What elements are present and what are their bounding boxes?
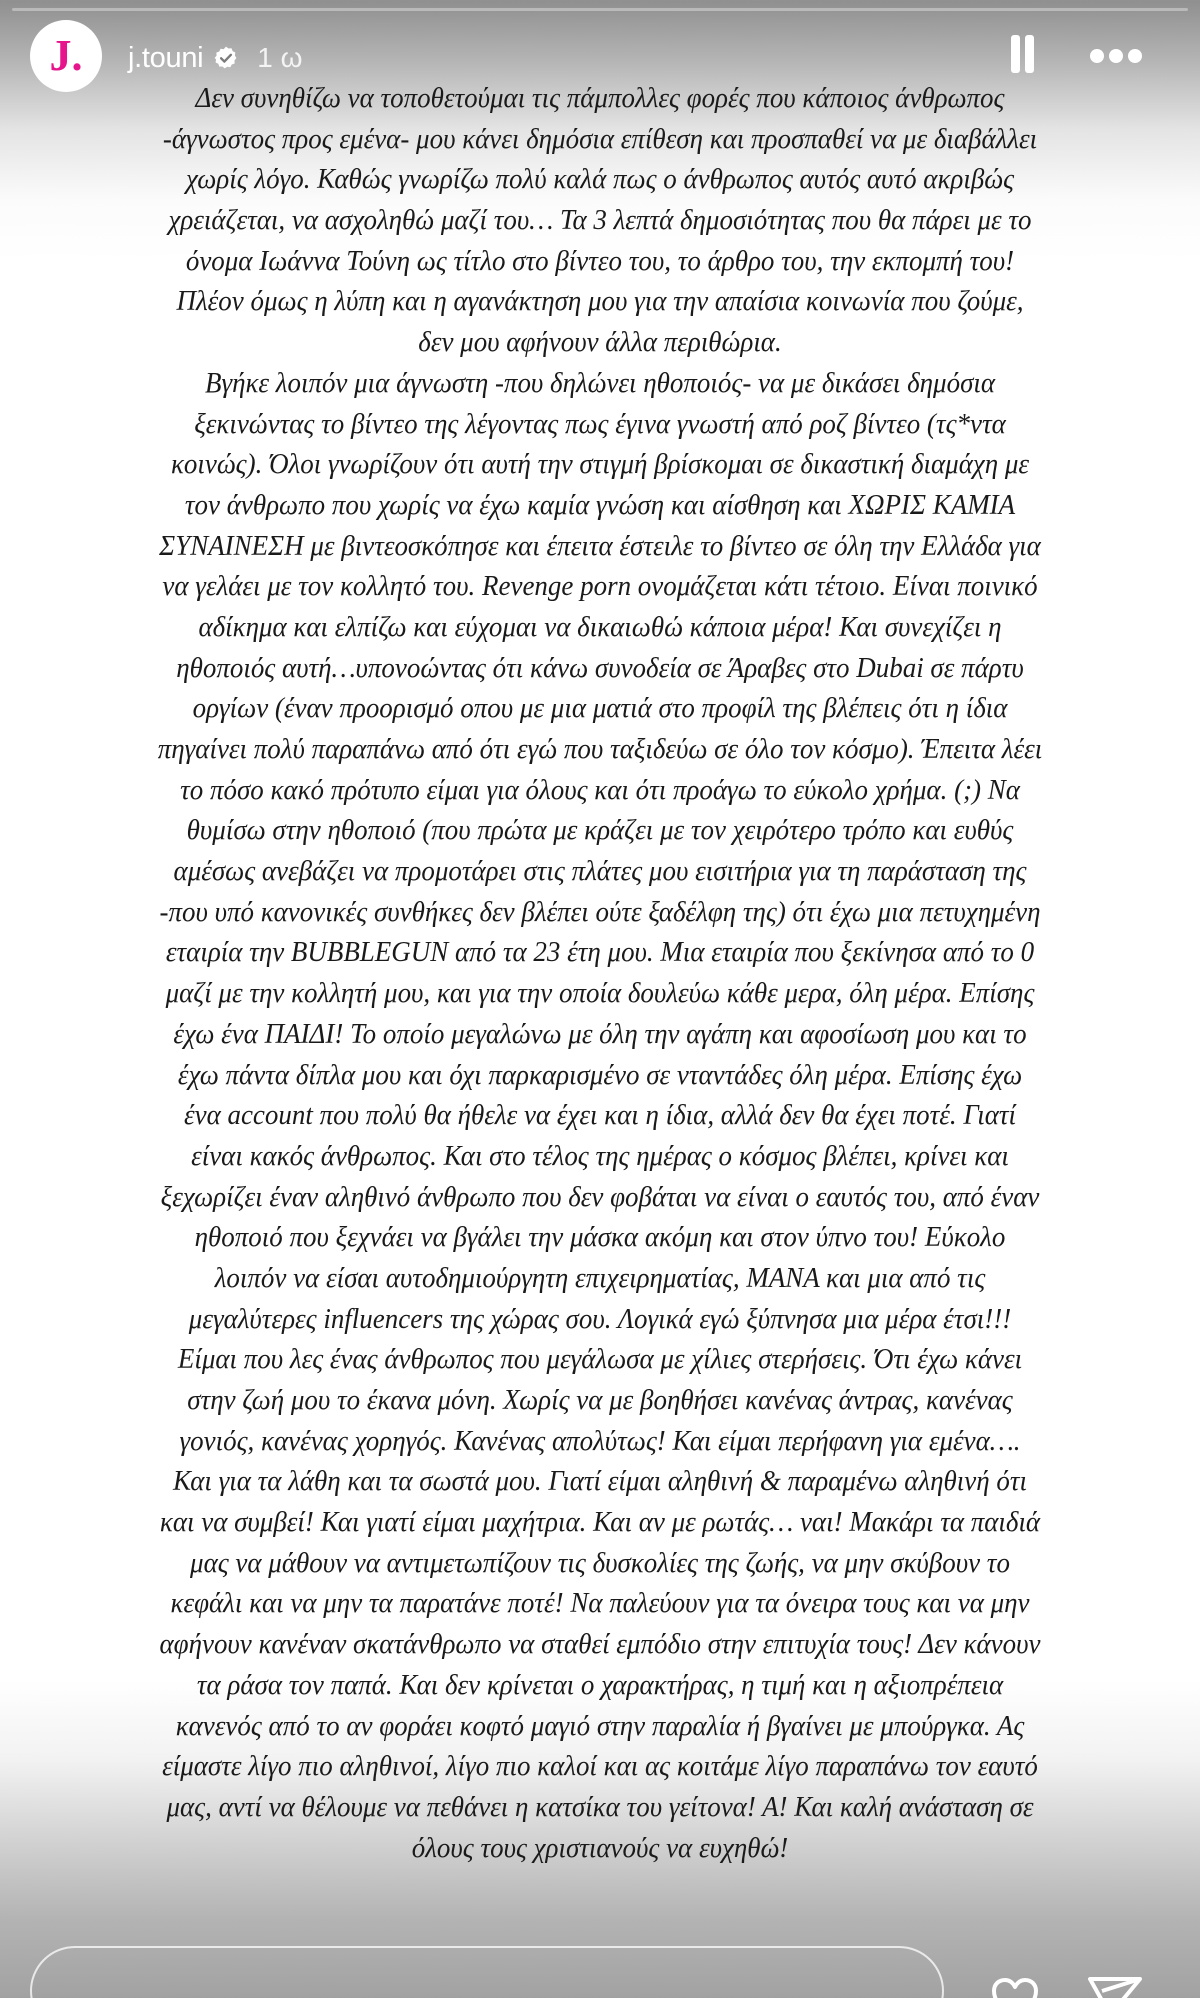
story-text-line <box>42 1706 1158 1747</box>
story-text-line-content: οργίων (έναν προορισμό οπου με μια ματιά στο προφίλ της βλέπεις ότι η ίδια <box>192 692 1008 725</box>
story-text-line-content: κεφάλι και να μην τα παρατάνε ποτέ! Να παλεύουν για τα όνειρα τους και να μην <box>170 1587 1030 1620</box>
post-time: 1 ω <box>257 42 303 73</box>
story-text-line-content: και να συμβεί! Και γιατί είμαι μαχήτρια. Και αν με ρωτάς… ναι! Μακάρι τα παιδιά <box>159 1506 1041 1539</box>
story-text-line <box>42 1746 1158 1787</box>
story-text-line <box>42 1421 1158 1462</box>
story-text-line-content: χρειάζεται, να ασχοληθώ μαζί του… Τα 3 λεπτά δημοσιότητας που θα πάρει με το <box>168 204 1032 237</box>
more-options-icon <box>1090 49 1104 63</box>
story-text-line-content: κοινώς). Όλοι γνωρίζουν ότι αυτή την στιγμή βρίσκομαι σε δικαστική διαμάχη με <box>170 448 1030 481</box>
story-text-line <box>42 1461 1158 1502</box>
story-text-line-content: στην ζωή μου το έκανα μόνη. Χωρίς να με βοηθήσει κανένας άντρας, κανένας <box>187 1384 1013 1416</box>
more-options-icon-dot <box>1128 49 1142 63</box>
story-text-line-content: μας, αντί να θέλουμε να πεθάνει η κατσίκα του γείτονα! Α! Και καλή ανάσταση σε <box>166 1790 1034 1823</box>
story-text-line-content: μεγαλύτερες influencers της χώρας σου. Λογικά εγώ ξύπνησα μια μέρα έτσι!!! <box>188 1302 1012 1335</box>
story-text-line <box>42 973 1158 1014</box>
story-text-line <box>42 932 1158 973</box>
story-text-line <box>42 1217 1158 1258</box>
story-text-line <box>42 1380 1158 1421</box>
story-text-line <box>42 1095 1158 1136</box>
story-text-line <box>42 770 1158 811</box>
story-text <box>0 78 1200 1868</box>
story-text-line-content: μαζί με την κολλητή μου, και για την οποία δουλεύω κάθε μερα, όλη μέρα. Επίσης <box>165 977 1035 1010</box>
story-text-line-content: Δεν συνηθίζω να τοποθετούμαι τις πάμπολλες φορές που κάποιος άνθρωπος <box>195 82 1005 114</box>
story-text-line-content: ξεκινώντας το βίντεο της λέγοντας πως έγινα γνωστή από ροζ βίντεο (τς*ντα <box>194 407 1006 440</box>
story-text-line-content: να γελάει με τον κολλητό του. Revenge porn ονομάζεται κάτι τέτοιο. Είναι ποινικό <box>162 570 1038 603</box>
story-text-line <box>42 363 1158 404</box>
story-text-line <box>42 1258 1158 1299</box>
story-text-line <box>42 1339 1158 1380</box>
story-text-line <box>42 200 1158 241</box>
story-text-line-content: Είμαι που λες ένας άνθρωπος που μεγάλωσα με χίλιες στερήσεις. Ότι έχω κάνει <box>177 1343 1023 1376</box>
verified-badge-icon <box>213 45 239 71</box>
story-text-line-content: έχω πάντα δίπλα μου και όχι παρκαρισμένο σε νταντάδες όλη μέρα. Επίσης έχω <box>177 1058 1023 1091</box>
story-text-line <box>42 404 1158 445</box>
story-text-line <box>42 851 1158 892</box>
story-text-line-content: ξεχωρίζει έναν αληθινό άνθρωπο που δεν φοβάται να είναι ο εαυτός του, από έναν <box>160 1180 1040 1213</box>
story-text-line <box>42 1828 1158 1869</box>
story-text-line-content: χωρίς λόγο. Καθώς γνωρίζω πολύ καλά πως ο άνθρωπος αυτός αυτό ακριβώς <box>185 163 1015 196</box>
username[interactable]: j.touni <box>128 41 204 74</box>
story-text-line <box>42 1583 1158 1624</box>
story-text-line-content: είναι κακός άνθρωπος. Και στο τέλος της ημέρας ο κόσμος βλέπει, κρίνει και <box>191 1139 1009 1172</box>
story-text-line <box>42 281 1158 322</box>
story-text-line-content: εταιρία την BUBBLEGUN από τα 23 έτη μου. Μια εταιρία που ξεκίνησα από το 0 <box>165 936 1035 969</box>
story-text-line-content: αμέσως ανεβάζει να προμοτάρει στις πλάτες μου εισιτήρια για τη παράσταση της <box>173 855 1027 888</box>
story-text-line <box>42 1502 1158 1543</box>
story-text-line <box>42 1136 1158 1177</box>
story-text-line-content: ΣΥΝΑΙΝΕΣΗ με βιντεοσκόπησε και έπειτα έστειλε το βίντεο σε όλη την Ελλάδα για <box>159 529 1041 562</box>
story-text-line-content: -που υπό κανονικές συνθήκες δεν βλέπει ούτε ξαδέλφη της) ότι έχω μια πετυχημένη <box>159 895 1041 928</box>
story-text-line-content: αδίκημα και ελπίζω και εύχομαι να δικαιωθώ κάποια μέρα! Και συνεχίζει η <box>198 610 1002 643</box>
story-text-line-content: όνομα Ιωάννα Τούνη ως τίτλο στο βίντεο του, το άρθρο του, την εκπομπή του! <box>185 244 1015 277</box>
story-text-line-content: Πλέον όμως η λύπη και η αγανάκτηση μου για την απαίσια κοινωνία που ζούμε, <box>176 285 1024 318</box>
pause-button[interactable] <box>1008 35 1038 75</box>
story-user-info <box>128 38 303 78</box>
story-text-line <box>42 1787 1158 1828</box>
story-text-line <box>42 1665 1158 1706</box>
story-text-line <box>42 607 1158 648</box>
reply-input[interactable] <box>30 1946 944 1998</box>
story-text-line-content: όλους τους χριστιανούς να ευχηθώ! <box>411 1831 789 1864</box>
story-text-line-content: ένα account που πολύ θα ήθελε να έχει και η ίδια, αλλά δεν θα έχει ποτέ. Γιατί <box>183 1099 1017 1132</box>
story-text-line-content: Βγήκε λοιπόν μια άγνωστη -που δηλώνει ηθοποιός- να με δικάσει δημόσια <box>204 366 996 399</box>
story-text-line <box>42 159 1158 200</box>
story-text-line <box>42 119 1158 160</box>
story-text-line <box>42 1299 1158 1340</box>
story-text-line <box>42 1624 1158 1665</box>
send-icon[interactable] <box>1086 1975 1144 1998</box>
story-text-line <box>42 1055 1158 1096</box>
heart-icon[interactable] <box>990 1978 1040 1998</box>
story-text-line <box>42 688 1158 729</box>
story-text-line <box>42 1177 1158 1218</box>
story-text-line <box>42 444 1158 485</box>
story-text-line <box>42 78 1158 119</box>
story-text-line-content: το πόσο κακό πρότυπο είμαι για όλους και ότι προάγω το εύκολο χρήμα. (;) Να <box>180 773 1020 806</box>
story-text-line-content: ηθοποιό που ξεχνάει να βγάλει την μάσκα ακόμη και στον ύπνο του! Εύκολο <box>194 1221 1006 1254</box>
story-text-line <box>42 810 1158 851</box>
story-text-line <box>42 241 1158 282</box>
story-text-line-content: έχω ένα ΠΑΙΔΙ! Το οποίο μεγαλώνω με όλη την αγάπη και αφοσίωση μου και το <box>173 1017 1027 1050</box>
story-text-line-content: Και για τα λάθη και τα σωστά μου. Γιατί είμαι αληθινή & παραμένω αληθινή ότι <box>173 1465 1027 1498</box>
story-text-line <box>42 1014 1158 1055</box>
story-text-line-content: πηγαίνει πολύ παραπάνω από ότι εγώ που ταξιδεύω σε όλο τον κόσμο). Έπειτα λέει <box>157 733 1043 765</box>
story-text-line-content: τα ράσα τον παπά. Και δεν κρίνεται ο χαρακτήρας, η τιμή και η αξιοπρέπεια <box>196 1668 1004 1701</box>
story-text-line <box>42 322 1158 363</box>
story-text-line-content: μας να μάθουν να αντιμετωπίζουν τις δυσκολίες της ζωής, να μην σκύβουν το <box>190 1546 1010 1579</box>
pause-icon <box>1011 35 1020 73</box>
pause-icon-bar <box>1025 35 1034 73</box>
story-text-line <box>42 1543 1158 1584</box>
story-text-line <box>42 648 1158 689</box>
story-text-line <box>42 485 1158 526</box>
more-options-button[interactable] <box>1090 46 1146 66</box>
story-text-line-content: λοιπόν να είσαι αυτοδημιούργητη επιχειρηματίας, ΜΑΝΑ και μια από τις <box>214 1261 986 1294</box>
more-options-icon-dot <box>1109 49 1123 63</box>
story-text-line <box>42 729 1158 770</box>
story-text-line-content: αφήνουν κανέναν σκατάνθρωπο να σταθεί εμπόδιο στην επιτυχία τους! Δεν κάνουν <box>159 1628 1041 1661</box>
story-text-line-content: τον άνθρωπο που χωρίς να έχω καμία γνώση και αίσθηση και ΧΩΡΙΣ ΚΑΜΙΑ <box>184 488 1016 521</box>
story-text-line-content: δεν μου αφήνουν άλλα περιθώρια. <box>418 326 782 359</box>
story-text-line-content: ηθοποιός αυτή…υπονοώντας ότι κάνω συνοδεία σε Άραβες στο Dubai σε πάρτυ <box>176 651 1024 684</box>
avatar-logo: J. <box>49 31 83 80</box>
story-text-line-content: -άγνωστος προς εμένα- μου κάνει δημόσια επίθεση και προσπαθεί να με διαβάλλει <box>162 122 1038 155</box>
story-text-line <box>42 892 1158 933</box>
story-text-line <box>42 566 1158 607</box>
story-text-line-content: θυμίσω στην ηθοποιό (που πρώτα με κράζει με τον χειρότερο τρόπο και ευθύς <box>186 814 1014 847</box>
story-text-line-content: είμαστε λίγο πιο αληθινοί, λίγο πιο καλοί και ας κοιτάμε λίγο παραπάνω τον εαυτό <box>162 1750 1038 1783</box>
story-text-line-content: γονιός, κανένας χορηγός. Κανένας απολύτως! Και είμαι περήφανη για εμένα…. <box>179 1424 1021 1457</box>
story-text-line-content: κανενός από το αν φοράει κοφτό μαγιό στην παραλία ή βγαίνει με μπούργκα. Ας <box>175 1709 1025 1742</box>
story-text-line <box>42 526 1158 567</box>
